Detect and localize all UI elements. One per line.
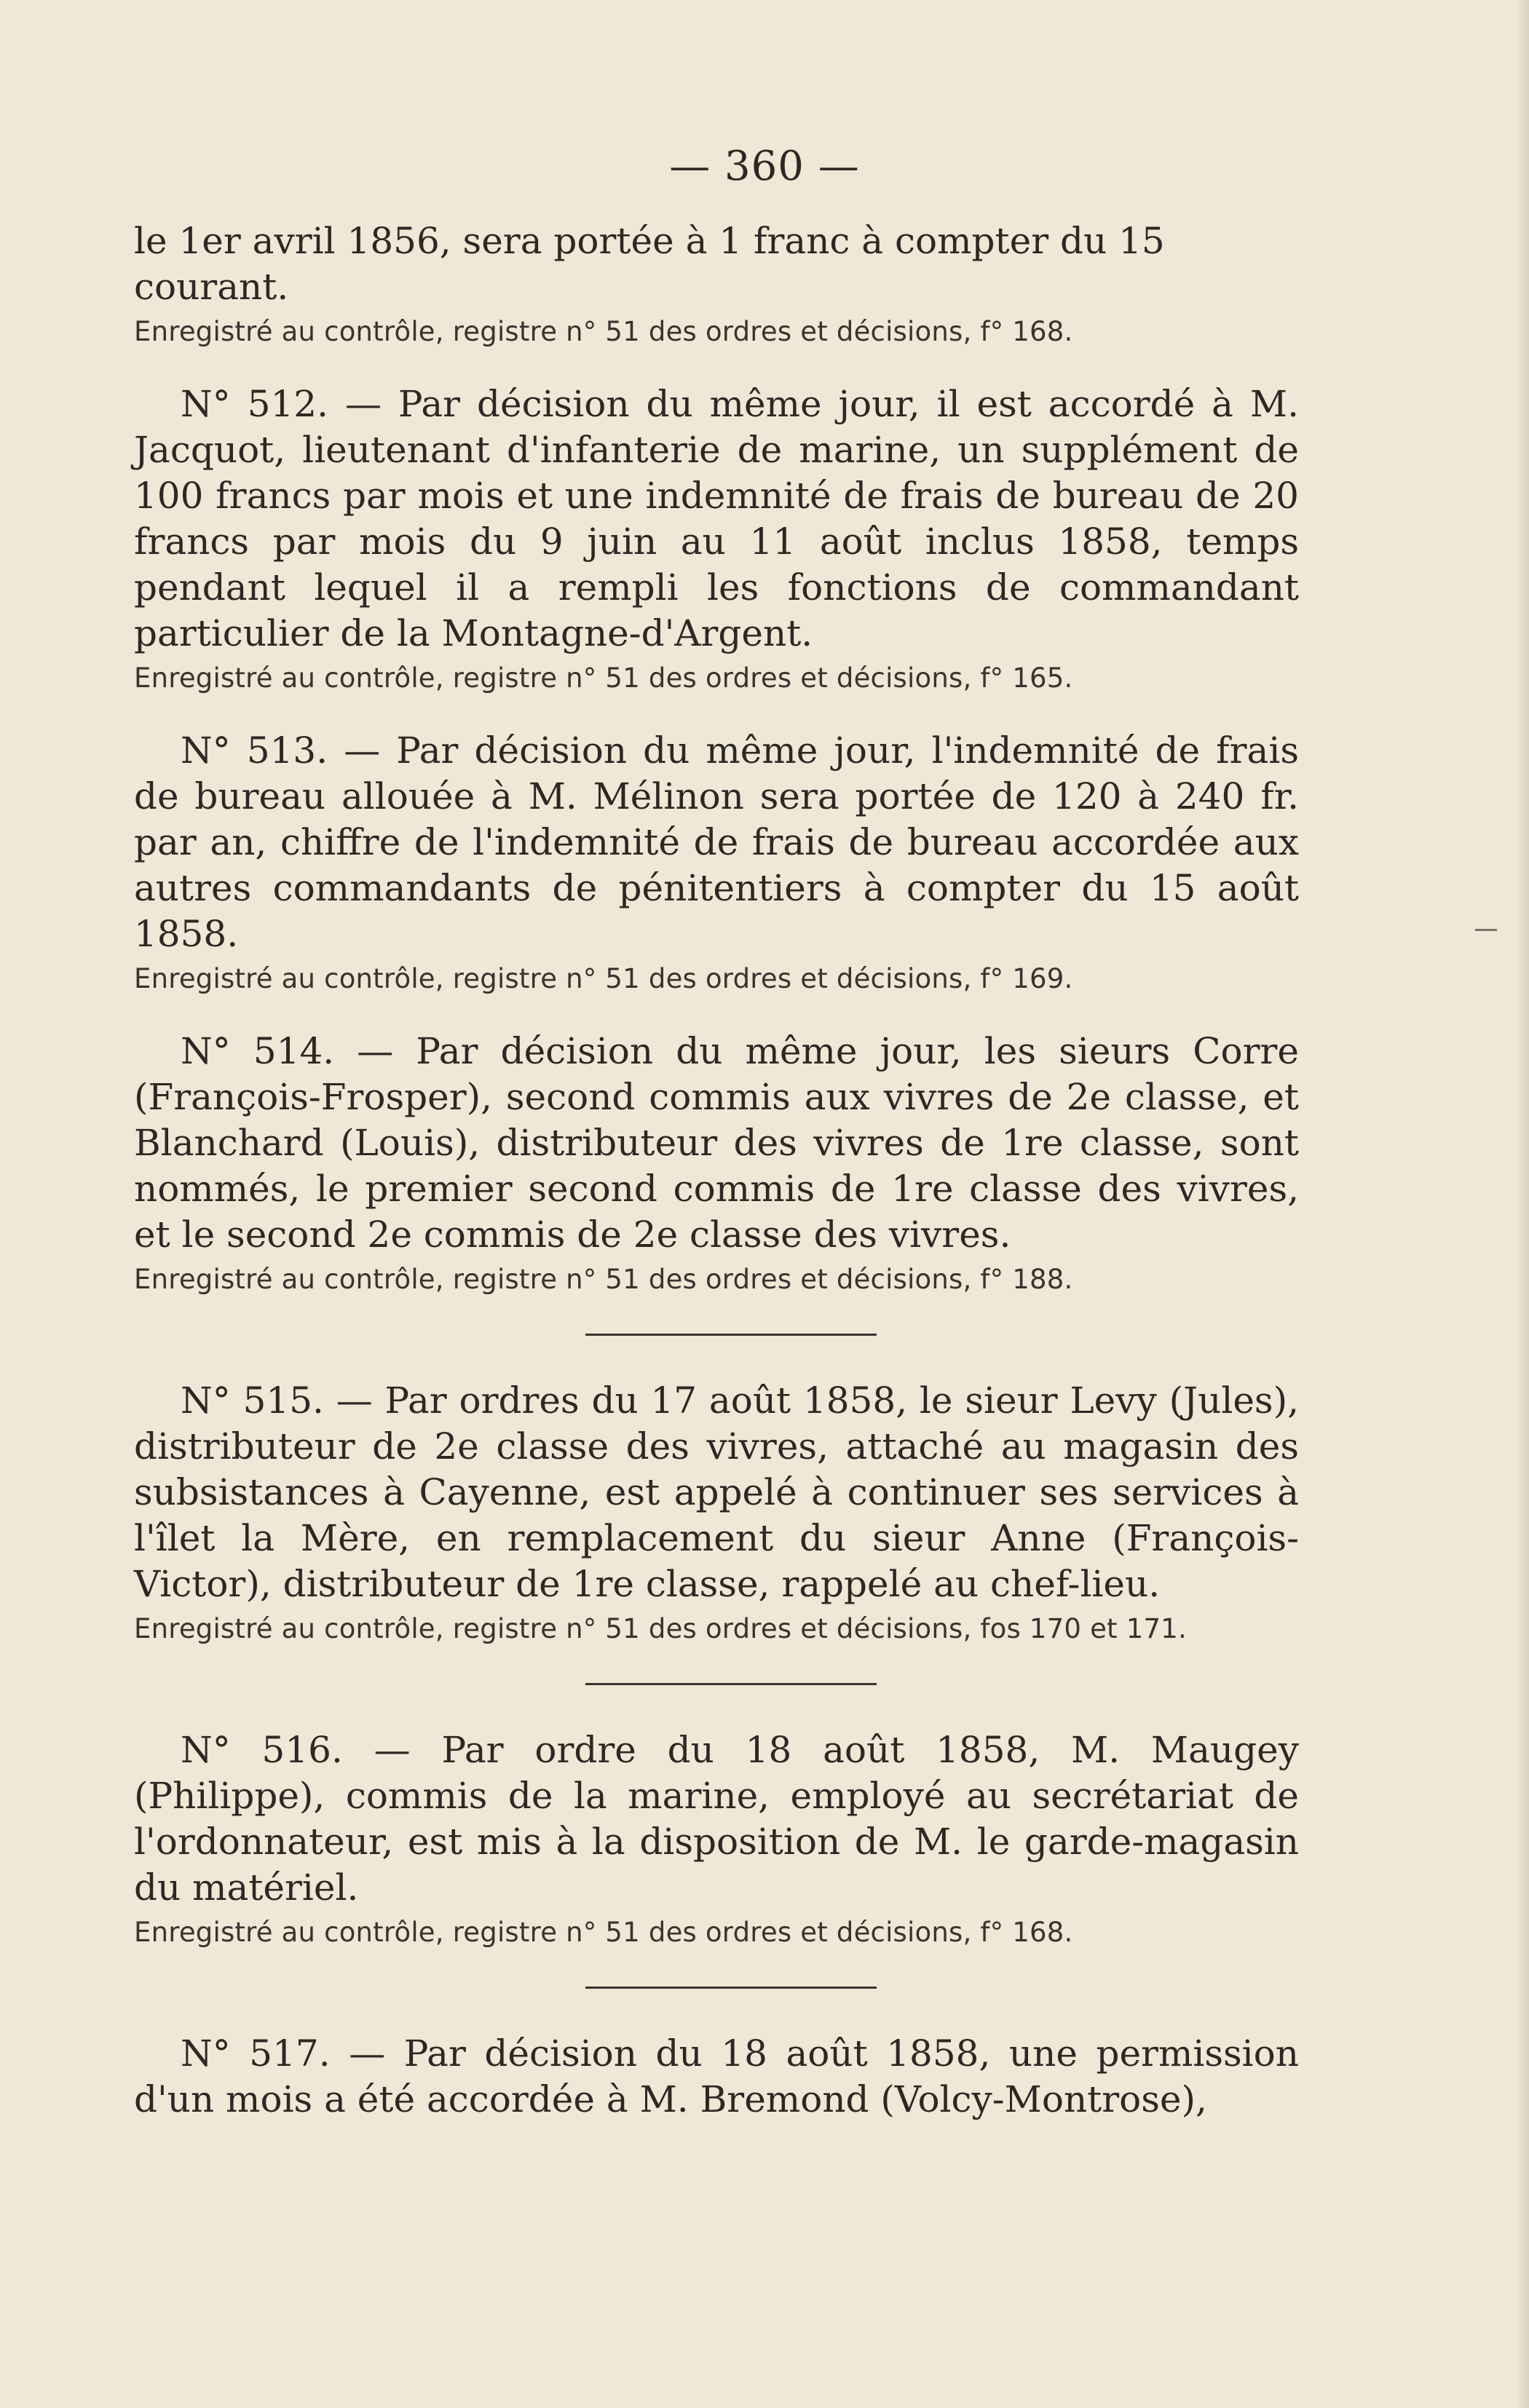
entry-513: [134, 728, 1299, 957]
registration-note: Enregistré au contrôle, registre n° 51 des ordres et décisions, f° 169.: [134, 963, 1073, 994]
entry-514: [134, 1029, 1299, 1258]
page-edge-shadow: [1516, 0, 1529, 2408]
intro-paragraph: le 1er avril 1856, sera portée à 1 franc à compter du 15 courant.: [134, 220, 1165, 308]
section-divider: [585, 1334, 877, 1336]
entry-number: N° 516.: [181, 1729, 343, 1771]
registration-note: Enregistré au contrôle, registre n° 51 des ordres et décisions, fos 170 et 171.: [134, 1613, 1187, 1644]
margin-mark: [1475, 929, 1497, 931]
registration-note: Enregistré au contrôle, registre n° 51 des ordres et décisions, f° 188.: [134, 1264, 1073, 1295]
entry-number: N° 513.: [181, 729, 328, 772]
page-number: — 360 —: [669, 143, 860, 190]
entry-body: — Par ordre du 18 août 1858, M. Maugey (Philippe), commis de la marine, employé au secrétariat de l'ordonnateur, est mis à la disposition de M. le garde-magasin du matériel.: [134, 1729, 1299, 1909]
entry-number: N° 512.: [181, 383, 329, 425]
entry-body: — Par décision du même jour, l'indemnité de frais de bureau allouée à M. Mélinon sera portée de 120 à 240 fr. par an, chiffre de l'indemnité de frais de bureau accordée aux autres commandants de pénitentiers à compter du 15 août 1858.: [134, 729, 1299, 955]
section-divider: [585, 1683, 877, 1685]
entry-517: [134, 2031, 1299, 2123]
entry-body: — Par décision du même jour, les sieurs Corre (François-Frosper), second commis aux vivres de 2e classe, et Blanchard (Louis), distributeur des vivres de 1re classe, sont nommés, le premier second commis de 1re classe des vivres, et le second 2e commis de 2e classe des vivres.: [134, 1030, 1299, 1256]
entry-number: N° 517.: [181, 2032, 331, 2075]
entry-515: [134, 1378, 1299, 1607]
registration-note: Enregistré au contrôle, registre n° 51 des ordres et décisions, f° 165.: [134, 662, 1073, 694]
entry-516: [134, 1727, 1299, 1911]
entry-number: N° 515.: [181, 1379, 324, 1422]
entry-body: — Par décision du 18 août 1858, une permission d'un mois a été accordée à M. Bremond (Volcy-Montrose),: [134, 2032, 1299, 2120]
registration-note: Enregistré au contrôle, registre n° 51 des ordres et décisions, f° 168.: [134, 1917, 1073, 1948]
entry-body: — Par ordres du 17 août 1858, le sieur Levy (Jules), distributeur de 2e classe des vivres, attaché au magasin des subsistances à Cayenne, est appelé à continuer ses services à l'îlet la Mère, en remplacement du sieur Anne (François-Victor), distributeur de 1re classe, rappelé au chef-lieu.: [134, 1379, 1299, 1605]
page-content: [134, 218, 1299, 2123]
section-divider: [585, 1987, 877, 1989]
registration-note: Enregistré au contrôle, registre n° 51 des ordres et décisions, f° 168.: [134, 316, 1073, 347]
entry-512: [134, 381, 1299, 657]
entry-number: N° 514.: [181, 1030, 335, 1072]
entry-body: — Par décision du même jour, il est accordé à M. Jacquot, lieutenant d'infanterie de marine, un supplément de 100 francs par mois et une indemnité de frais de bureau de 20 francs par mois du 9 juin au 11 août inclus 1858, temps pendant lequel il a rempli les fonctions de commandant particulier de la Montagne-d'Argent.: [134, 383, 1299, 654]
